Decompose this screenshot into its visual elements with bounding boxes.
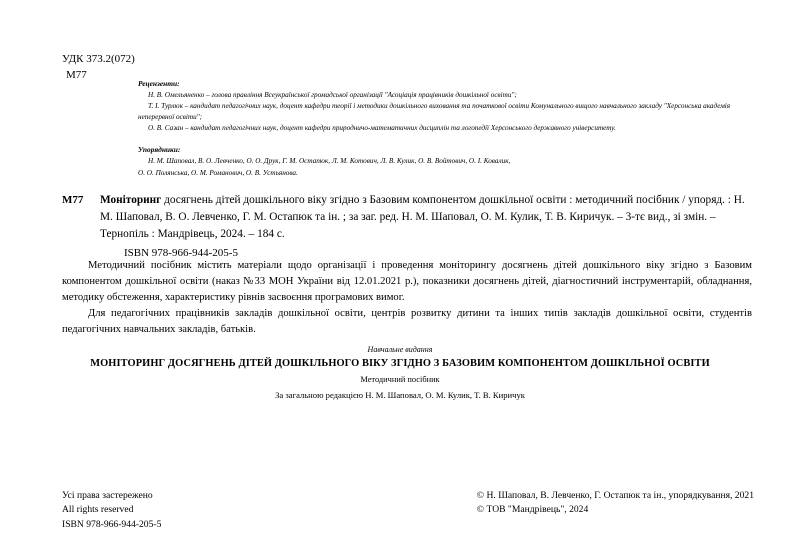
compilers-line: Н. М. Шаповал, В. О. Левченко, О. О. Друк, Г. М. Остапюк, Л. М. Котович, Л. В. Кулик, О. В. Войтович, О. І. Ковалик,	[148, 157, 511, 166]
compilers-heading: Упорядники:	[138, 145, 181, 154]
footer-isbn: ISBN 978-966-944-205-5	[62, 518, 162, 530]
bibliographic-text	[100, 192, 752, 243]
reviewers-block	[138, 78, 768, 133]
bibliographic-record	[62, 192, 752, 261]
footer-rights-block	[62, 489, 161, 532]
bibliographic-title: Моніторинг	[100, 194, 162, 206]
footer-rights-line: Усі права застережено	[62, 490, 153, 501]
author-mark: М77	[62, 194, 84, 206]
edition-title: МОНІТОРИНГ ДОСЯГНЕНЬ ДІТЕЙ ДОШКІЛЬНОГО ВІКУ ЗГІДНО З БАЗОВИМ КОМПОНЕНТОМ ДОШКІЛЬНОЇ ОСВІТИ	[90, 358, 710, 369]
udk-author-mark: М77	[66, 68, 87, 81]
reviewer-entry: Т. І. Турлюк – кандидат педагогічних наук, доцент кафедри теорії і методики дошкільного виховання та початкової освіти Комунального вищого навчального закладу "Херсонська академія неперервної освіти";	[138, 101, 731, 121]
reviewer-entry: Н. В. Омельяненко – голова правління Всеукраїнської громадської організації "Асоціація працівників дошкільної освіти";	[148, 91, 517, 100]
compilers-line: О. О. Полянська, О. М. Романович, О. В. Устьянова.	[138, 168, 298, 177]
reviewer-entry: О. В. Сазан – кандидат педагогічних наук, доцент кафедри природничо-математичних дисциплін та логопедії Херсонського державного університету.	[148, 123, 616, 132]
udk-code: УДК 373.2(072)	[62, 53, 135, 65]
bibliographic-rest: досягнень дітей дошкільного віку згідно з Базовим компонентом дошкільної освіти : методичний посібник / упоряд. : Н. М. Шаповал, В. О. Левченко, Г. М. Остапюк та ін. ; за заг. ред. Н. М. Шаповал, О. М. Кулик, Т. В. Киричук. – 3-тє вид., зі змін. – Тернопіль : Мандрівець, 2024. – 184 с.	[100, 194, 745, 240]
annotation-paragraph-1	[62, 258, 752, 309]
reviewers-heading: Рецензенти:	[138, 79, 180, 88]
annotation-paragraph-2	[62, 306, 752, 341]
udk-block	[62, 52, 135, 84]
footer-rights-line: All rights reserved	[62, 504, 134, 516]
paragraph-text: Методичний посібник містить матеріали щодо організації і проведення моніторингу досягнень дітей дошкільного віку згідно з Базовим компонентом дошкільної освіти (наказ №33 МОН України від 12.01.2021 р.), показники досягнень дітей, діагностичний інструментарій, обладнання, методику обстеження, характеристику рівнів засвоєння програмових вимог.	[62, 260, 752, 304]
footer-copyright-block	[477, 489, 754, 518]
edition-subtitle: Методичний посібник	[360, 375, 440, 384]
edition-kicker: Навчальне видання	[367, 345, 433, 354]
paragraph-text: Для педагогічних працівників закладів дошкільної освіти, центрів розвитку дитини та інших типів закладів дошкільної освіти, студентів педагогічних навчальних закладів, батьків.	[62, 308, 752, 336]
edition-editors: За загальною редакцією Н. М. Шаповал, О. М. Кулик, Т. В. Киричук	[275, 390, 525, 400]
footer-copyright-line: © Н. Шаповал, В. Левченко, Г. Остапюк та ін., упорядкування, 2021	[476, 490, 754, 501]
compilers-block	[138, 144, 774, 179]
footer-copyright-line: © ТОВ "Мандрівець", 2024	[476, 504, 589, 516]
isbn-line: ISBN 978-966-944-205-5	[124, 246, 238, 259]
